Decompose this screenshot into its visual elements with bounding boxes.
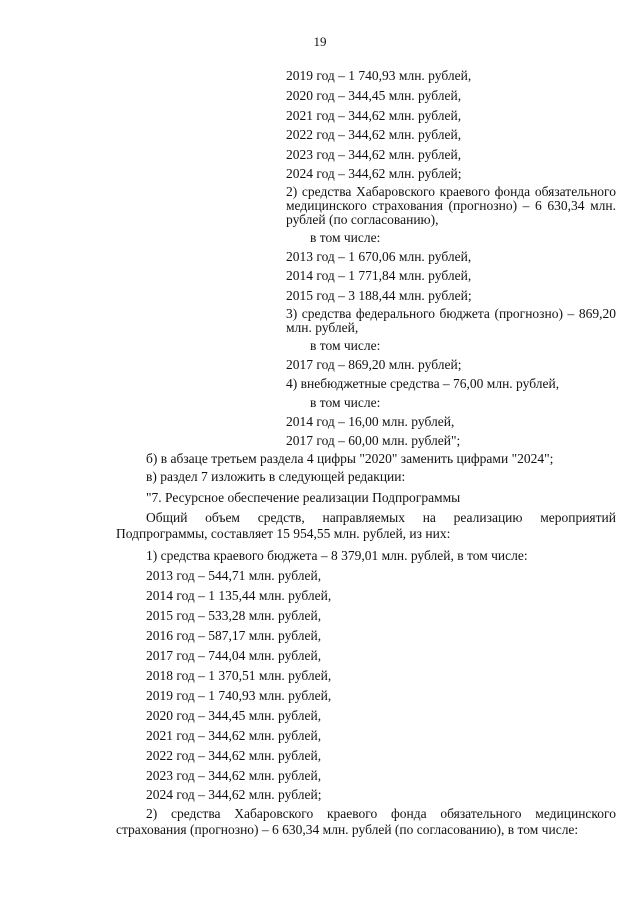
year-line: 2020 год – 344,45 млн. рублей,: [146, 708, 322, 723]
paragraph-v: в) раздел 7 изложить в следующей редакции:: [146, 469, 406, 484]
including-label: в том числе:: [310, 230, 381, 245]
budget-line: 2022 год – 344,62 млн. рублей,: [286, 127, 462, 142]
including-label: в том числе:: [310, 338, 381, 353]
section-title: "7. Ресурсное обеспечение реализации Подпрограммы: [146, 490, 461, 505]
budget-line: 2020 год – 344,45 млн. рублей,: [286, 88, 462, 103]
budget-line: 2014 год – 1 771,84 млн. рублей,: [286, 268, 472, 283]
including-label: в том числе:: [310, 395, 381, 410]
budget-line: 2024 год – 344,62 млн. рублей;: [286, 166, 462, 181]
general-text: Общий объем средств, направляемых на реализацию мероприятий Подпрограммы, составляет 15 954,55 млн. рублей, из них:: [116, 510, 616, 541]
budget-line: 2019 год – 1 740,93 млн. рублей,: [286, 68, 472, 83]
year-line: 2017 год – 744,04 млн. рублей,: [146, 648, 322, 663]
budget-line: 2015 год – 3 188,44 млн. рублей;: [286, 288, 472, 303]
budget-line: 2021 год – 344,62 млн. рублей,: [286, 108, 462, 123]
year-line: 2013 год – 544,71 млн. рублей,: [146, 568, 322, 583]
page-number: 19: [313, 34, 327, 49]
year-line: 2022 год – 344,62 млн. рублей,: [146, 748, 322, 763]
year-line: 2018 год – 1 370,51 млн. рублей,: [146, 668, 332, 683]
year-line: 2023 год – 344,62 млн. рублей,: [146, 768, 322, 783]
budget-line: 2014 год – 16,00 млн. рублей,: [286, 414, 455, 429]
paragraph-b: б) в абзаце третьем раздела 4 цифры "2020" заменить цифрами "2024";: [146, 451, 554, 466]
year-line: 2021 год – 344,62 млн. рублей,: [146, 728, 322, 743]
year-line: 2019 год – 1 740,93 млн. рублей,: [146, 688, 332, 703]
budget-line: 2017 год – 869,20 млн. рублей;: [286, 357, 462, 372]
item-3-paragraph: 3) средства федерального бюджета (прогнозно) – 869,20 млн. рублей,: [286, 306, 616, 335]
year-line: 2014 год – 1 135,44 млн. рублей,: [146, 588, 332, 603]
bottom-item-2-paragraph: 2) средства Хабаровского краевого фонда обязательного медицинского страхования (прогнозно) – 6 630,34 млн. рублей (по согласованию), в том числе:: [116, 806, 616, 837]
item-1-paragraph: 1) средства краевого бюджета – 8 379,01 млн. рублей, в том числе:: [146, 548, 528, 563]
year-line: 2015 год – 533,28 млн. рублей,: [146, 608, 322, 623]
year-line: 2024 год – 344,62 млн. рублей;: [146, 787, 322, 802]
item-2-paragraph: 2) средства Хабаровского краевого фонда обязательного медицинского страхования (прогнозно) – 6 630,34 млн. рублей (по согласованию),: [286, 184, 616, 227]
year-line: 2016 год – 587,17 млн. рублей,: [146, 628, 322, 643]
budget-line: 2017 год – 60,00 млн. рублей";: [286, 433, 461, 448]
item-4-paragraph: 4) внебюджетные средства – 76,00 млн. рублей,: [286, 376, 560, 391]
budget-line: 2013 год – 1 670,06 млн. рублей,: [286, 249, 472, 264]
budget-line: 2023 год – 344,62 млн. рублей,: [286, 147, 462, 162]
